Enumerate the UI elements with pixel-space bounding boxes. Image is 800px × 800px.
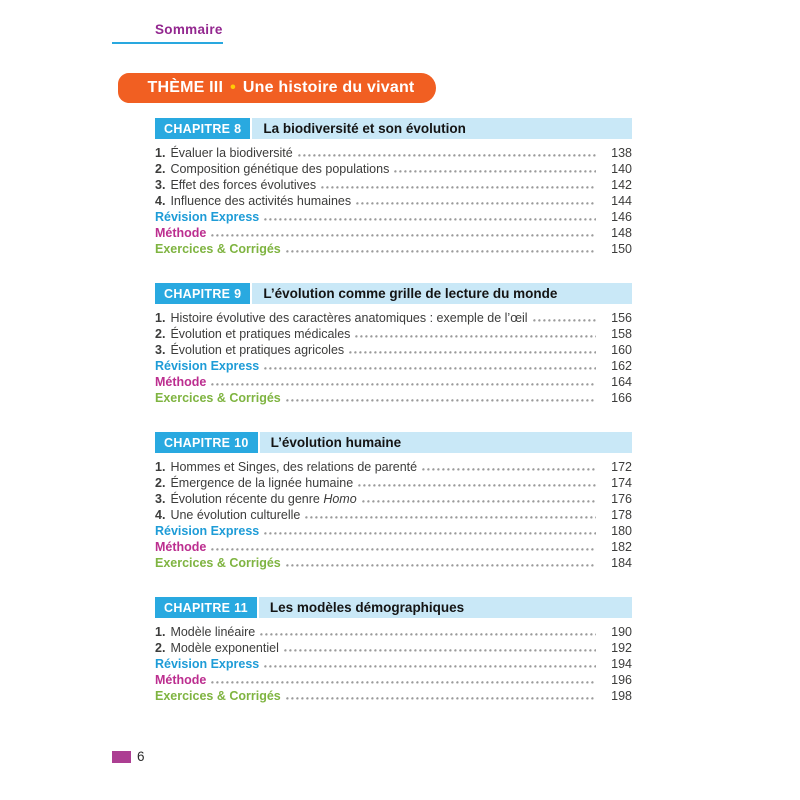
chapter-badge: CHAPITRE 9 <box>155 283 252 304</box>
entry-label: Évolution et pratiques médicales <box>170 327 351 341</box>
toc-entry <box>155 390 632 406</box>
dot-leader <box>286 250 596 253</box>
entry-page-number: 180 <box>611 524 632 538</box>
entry-label: Exercices & Corrigés <box>155 391 281 405</box>
toc-entry <box>155 624 632 640</box>
dot-leader <box>211 681 596 684</box>
toc-entry <box>155 523 632 539</box>
toc-entry <box>155 374 632 390</box>
toc-entry <box>155 688 632 704</box>
entry-label: Évaluer la biodiversité <box>170 146 293 160</box>
chapter-title: Les modèles démographiques <box>269 600 465 615</box>
entry-label: Évolution et pratiques agricoles <box>170 343 345 357</box>
chapter-section <box>155 118 632 257</box>
entry-page-number: 174 <box>611 476 632 490</box>
chapter-entries <box>155 310 632 406</box>
dot-leader <box>349 351 596 354</box>
toc-entry <box>155 672 632 688</box>
dot-leader <box>286 564 596 567</box>
title-underline-rule <box>112 42 223 44</box>
chapter-title: L’évolution humaine <box>270 435 402 450</box>
entry-page-number: 182 <box>611 540 632 554</box>
entry-page-number: 160 <box>611 343 632 357</box>
page-title: Sommaire <box>155 22 223 37</box>
entry-page-number: 190 <box>611 625 632 639</box>
entry-page-number: 140 <box>611 162 632 176</box>
entry-page-number: 178 <box>611 508 632 522</box>
entry-label: Méthode <box>155 540 207 554</box>
toc-entry <box>155 491 632 507</box>
entry-page-number: 158 <box>611 327 632 341</box>
toc-entry <box>155 507 632 523</box>
entry-label: Composition génétique des populations <box>170 162 390 176</box>
chapter-header <box>155 432 632 453</box>
entry-label: Révision Express <box>155 524 260 538</box>
entry-page-number: 142 <box>611 178 632 192</box>
entry-page-number: 176 <box>611 492 632 506</box>
theme-banner-kicker: THÈME III <box>147 79 224 96</box>
toc-entry <box>155 459 632 475</box>
toc-entry <box>155 161 632 177</box>
dot-leader <box>362 500 596 503</box>
dot-leader <box>286 399 596 402</box>
entry-page-number: 144 <box>611 194 632 208</box>
folio-page-number: 6 <box>137 749 145 764</box>
entry-label: Histoire évolutive des caractères anatomiques : exemple de l’œil <box>170 311 528 325</box>
entry-page-number: 138 <box>611 146 632 160</box>
entry-label: Révision Express <box>155 657 260 671</box>
chapter-entries <box>155 459 632 571</box>
entry-label: Modèle linéaire <box>170 625 256 639</box>
entry-page-number: 146 <box>611 210 632 224</box>
dot-leader <box>264 367 596 370</box>
entry-label: Modèle exponentiel <box>170 641 279 655</box>
dot-leader <box>422 468 596 471</box>
entry-number: 3. <box>155 343 166 357</box>
entry-label: Méthode <box>155 673 207 687</box>
dot-leader <box>358 484 596 487</box>
chapter-section <box>155 432 632 571</box>
page-footer <box>112 749 145 764</box>
entry-label: Méthode <box>155 226 207 240</box>
toc-entry <box>155 656 632 672</box>
toc-entry <box>155 555 632 571</box>
dot-leader <box>286 697 596 700</box>
toc-entry <box>155 326 632 342</box>
entry-page-number: 172 <box>611 460 632 474</box>
dot-leader <box>211 548 596 551</box>
toc-entry <box>155 177 632 193</box>
chapter-section <box>155 283 632 406</box>
entry-label: Évolution récente du genre Homo <box>170 492 357 506</box>
entry-label: Hommes et Singes, des relations de parenté <box>170 460 418 474</box>
entry-number: 2. <box>155 641 166 655</box>
footer-color-square <box>112 751 131 763</box>
entry-label: Une évolution culturelle <box>170 508 301 522</box>
entry-label: Méthode <box>155 375 207 389</box>
dot-leader <box>211 383 596 386</box>
dot-leader <box>356 202 596 205</box>
chapter-badge: CHAPITRE 10 <box>155 432 260 453</box>
toc-entry <box>155 241 632 257</box>
dot-leader <box>264 665 596 668</box>
toc-entry <box>155 539 632 555</box>
chapter-badge: CHAPITRE 11 <box>155 597 259 618</box>
chapter-title: La biodiversité et son évolution <box>263 121 466 136</box>
entry-number: 1. <box>155 311 166 325</box>
entry-label: Exercices & Corrigés <box>155 689 281 703</box>
dot-leader <box>284 649 596 652</box>
entry-label: Révision Express <box>155 210 260 224</box>
entry-page-number: 196 <box>611 673 632 687</box>
dot-leader <box>260 633 596 636</box>
entry-label-italic: Homo <box>323 492 357 506</box>
entry-page-number: 148 <box>611 226 632 240</box>
entry-label: Influence des activités humaines <box>170 194 352 208</box>
toc-entry <box>155 310 632 326</box>
entry-page-number: 150 <box>611 242 632 256</box>
entry-page-number: 198 <box>611 689 632 703</box>
entry-number: 1. <box>155 460 166 474</box>
entry-label: Exercices & Corrigés <box>155 242 281 256</box>
entry-number: 2. <box>155 162 166 176</box>
dot-leader <box>321 186 596 189</box>
toc-entry <box>155 475 632 491</box>
toc-entry <box>155 145 632 161</box>
chapter-section <box>155 597 632 704</box>
entry-page-number: 156 <box>611 311 632 325</box>
dot-leader <box>264 218 596 221</box>
dot-leader <box>355 335 596 338</box>
entry-label: Exercices & Corrigés <box>155 556 281 570</box>
chapter-header <box>155 283 632 304</box>
entry-number: 1. <box>155 146 166 160</box>
theme-banner <box>118 73 436 103</box>
chapter-header <box>155 118 632 139</box>
entry-page-number: 184 <box>611 556 632 570</box>
chapter-badge: CHAPITRE 8 <box>155 118 252 139</box>
entry-number: 2. <box>155 476 166 490</box>
entry-number: 4. <box>155 508 166 522</box>
toc-entry <box>155 342 632 358</box>
toc-entry <box>155 209 632 225</box>
entry-number: 3. <box>155 492 166 506</box>
entry-page-number: 194 <box>611 657 632 671</box>
entry-page-number: 164 <box>611 375 632 389</box>
entry-page-number: 166 <box>611 391 632 405</box>
dot-leader <box>264 532 596 535</box>
dot-leader <box>211 234 596 237</box>
chapter-entries <box>155 145 632 257</box>
theme-banner-title: Une histoire du vivant <box>242 79 415 96</box>
chapter-entries <box>155 624 632 704</box>
entry-label: Révision Express <box>155 359 260 373</box>
toc-entry <box>155 193 632 209</box>
chapter-title: L’évolution comme grille de lecture du monde <box>263 286 558 301</box>
toc-entry <box>155 640 632 656</box>
chapter-header <box>155 597 632 618</box>
entry-number: 2. <box>155 327 166 341</box>
dot-leader <box>533 319 596 322</box>
entry-page-number: 162 <box>611 359 632 373</box>
entry-label: Émergence de la lignée humaine <box>170 476 354 490</box>
entry-number: 4. <box>155 194 166 208</box>
dot-leader <box>305 516 596 519</box>
entry-number: 1. <box>155 625 166 639</box>
toc-entry <box>155 358 632 374</box>
entry-number: 3. <box>155 178 166 192</box>
entry-page-number: 192 <box>611 641 632 655</box>
chapters-list <box>155 118 632 730</box>
dot-leader <box>298 154 596 157</box>
dot-leader <box>394 170 596 173</box>
toc-entry <box>155 225 632 241</box>
entry-label: Effet des forces évolutives <box>170 178 317 192</box>
bullet-icon: • <box>230 79 236 96</box>
